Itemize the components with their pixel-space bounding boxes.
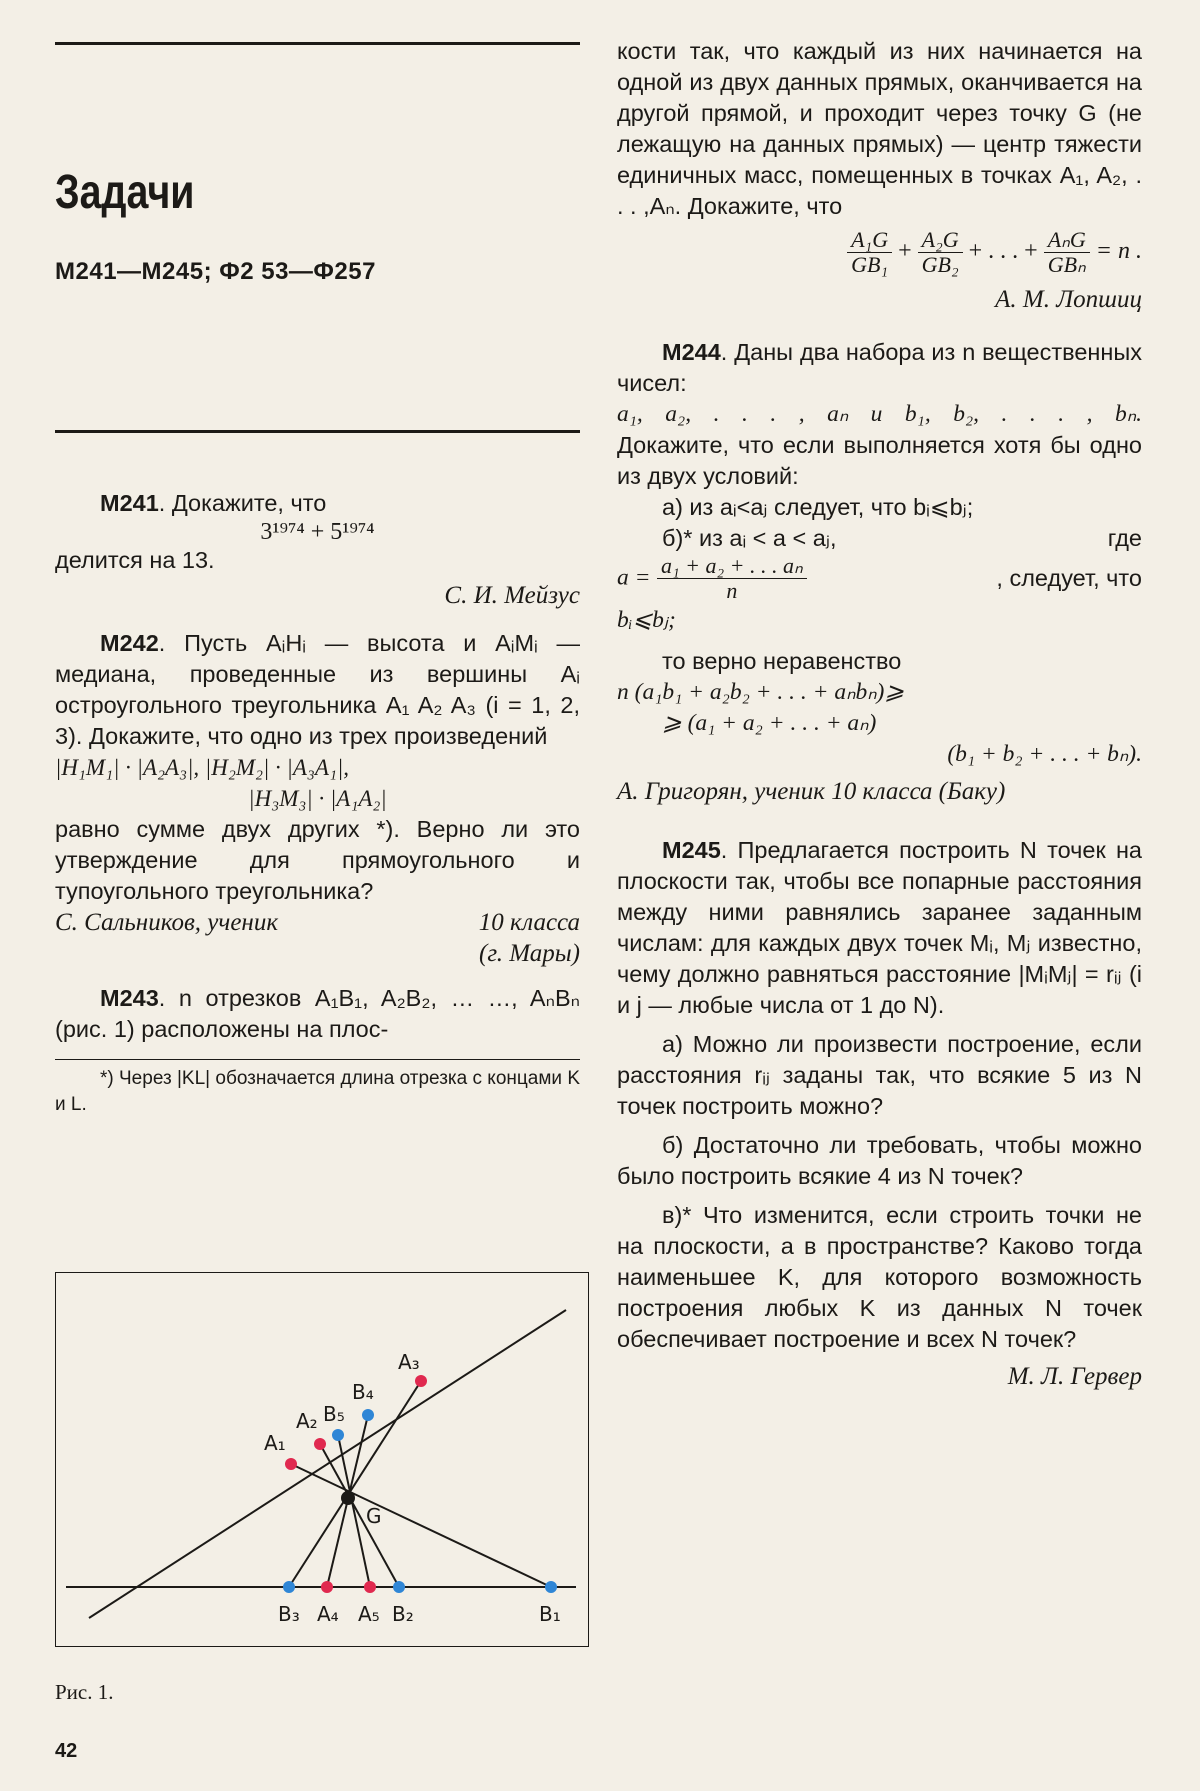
point-a3 bbox=[415, 1375, 427, 1387]
m242-formula-line1: |H₁M₁| · |A₂A₃|, |H₂M₂| · |A₃A₁|, bbox=[55, 755, 350, 780]
problem-id: М244 bbox=[662, 339, 721, 365]
header-bottom-rule bbox=[55, 430, 580, 433]
footnote: *) Через |KL| обозначается длина отрезка с концами K и L. bbox=[55, 1068, 580, 1115]
m244-inequality-1: n (a₁b₁ + a₂b₂ + . . . + aₙbₙ)⩾ bbox=[617, 679, 905, 705]
footnote-rule bbox=[55, 1059, 580, 1060]
follows-text: , следует, что bbox=[996, 565, 1142, 591]
formula-result: = n . bbox=[1095, 238, 1142, 265]
problem-id: М245 bbox=[662, 837, 721, 863]
problem-text: . Пусть AᵢHᵢ — высота и AᵢMᵢ — медиана, проведенные из вершины Aᵢ остроугольного треугольника A₁ A₂ A₃ (i = 1, 2, 3). Докажите, что одно из трех произведений bbox=[55, 630, 580, 749]
m244-text2: Докажите, что если выполняется хотя бы одно из двух условий: bbox=[617, 432, 1142, 489]
left-column bbox=[55, 488, 580, 1118]
problem-text: . Даны два набора из n вещественных чисел: bbox=[617, 339, 1142, 396]
base-line-2 bbox=[89, 1310, 566, 1618]
m244-inequality-2: ⩾ (a₁ + a₂ + . . . + aₙ) bbox=[662, 710, 877, 736]
point-a4 bbox=[321, 1581, 333, 1593]
m244-author: А. Григорян, ученик 10 класса (Баку) bbox=[617, 778, 1006, 805]
m244-condition-b-end: bᵢ⩽bⱼ; bbox=[617, 607, 676, 633]
label-a2: A₂ bbox=[296, 1409, 318, 1433]
point-a1 bbox=[285, 1458, 297, 1470]
fraction: $\frac{\text{A₂G}}{\text{GB₂}}$ bbox=[918, 228, 963, 277]
top-rule bbox=[55, 42, 580, 45]
m242-author-city: (г. Мары) bbox=[479, 940, 580, 967]
m243-continuation: кости так, что каждый из них начинается на одной из двух данных прямых, оканчивается на другой прямой, и проходит через точку G (не лежащую на данных прямых) — центр тяжести единичных масс, помещенных в точках A₁, A₂, . . . ,Aₙ. Докажите, что bbox=[617, 38, 1142, 219]
m241-author: С. И. Мейзус bbox=[444, 582, 580, 609]
problem-m244 bbox=[617, 337, 1142, 399]
point-b1 bbox=[545, 1581, 557, 1593]
author-class: 10 класса bbox=[478, 909, 580, 936]
problem-id: М243 bbox=[100, 985, 159, 1011]
m243-formula bbox=[617, 228, 1142, 277]
problem-m243-start bbox=[55, 983, 580, 1045]
point-b2 bbox=[393, 1581, 405, 1593]
problem-m241 bbox=[55, 488, 580, 519]
point-b5 bbox=[332, 1429, 344, 1441]
m244-condition-a: а) из aᵢ<aⱼ следует, что bᵢ⩽bⱼ; bbox=[662, 494, 974, 520]
m245-part-a: а) Можно ли произвести построение, если расстояния rᵢⱼ заданы так, что всякие 5 из N точек построить можно? bbox=[617, 1031, 1142, 1119]
label-b3: B₃ bbox=[278, 1602, 300, 1626]
points-blue bbox=[283, 1409, 557, 1593]
label-b5: B₅ bbox=[323, 1402, 345, 1426]
figure-1 bbox=[55, 1272, 589, 1647]
m242-author bbox=[55, 907, 580, 938]
problem-id: М241 bbox=[100, 490, 159, 516]
label-a1: A₁ bbox=[264, 1431, 286, 1455]
problem-m242 bbox=[55, 628, 580, 752]
m244-condition-b bbox=[617, 523, 1142, 554]
condition-b-text: б)* из aᵢ < a < aⱼ, bbox=[662, 525, 837, 551]
problem-m245 bbox=[617, 835, 1142, 1021]
figure-caption: Рис. 1. bbox=[55, 1680, 114, 1704]
problem-text: . Докажите, что bbox=[158, 490, 327, 516]
point-a2 bbox=[314, 1438, 326, 1450]
author-name: С. Сальников, ученик bbox=[55, 909, 279, 936]
m244-inequality-3: (b₁ + b₂ + . . . + bₙ). bbox=[947, 741, 1142, 767]
mean-def-left bbox=[617, 554, 807, 603]
right-column bbox=[617, 36, 1142, 1392]
problem-id: М242 bbox=[100, 630, 159, 656]
m244-then: то верно неравенство bbox=[662, 648, 902, 674]
label-a3: A₃ bbox=[398, 1350, 420, 1374]
ellipsis-terms: + . . . + bbox=[968, 238, 1038, 265]
label-a5: A₅ bbox=[358, 1602, 380, 1626]
m243-author: А. М. Лопшиц bbox=[995, 286, 1142, 313]
m241-formula: 3¹⁹⁷⁴ + 5¹⁹⁷⁴ bbox=[260, 519, 375, 545]
fraction: $\frac{\text{AₙG}}{\text{GBₙ}}$ bbox=[1044, 228, 1090, 277]
label-g: G bbox=[366, 1504, 382, 1528]
label-b4: B₄ bbox=[352, 1380, 374, 1404]
m245-part-c: в)* Что изменится, если строить точки не на плоскости, а в пространстве? Каково тогда наименьшее K, для которого возможность построения любых K из данных N точек обеспечивает построение и всех N точек? bbox=[617, 1202, 1142, 1352]
section-subtitle: М241—М245; Ф2 53—Ф257 bbox=[55, 258, 376, 285]
figure-svg bbox=[56, 1273, 588, 1646]
plus-sign: + bbox=[898, 238, 912, 265]
mean-var: a = bbox=[617, 564, 651, 591]
mean-fraction: $\frac{\text{a₁ + a₂ + . . . aₙ}}{n}$ bbox=[657, 554, 807, 603]
point-g bbox=[341, 1491, 355, 1505]
point-a5 bbox=[364, 1581, 376, 1593]
problem-text: . n отрезков A₁B₁, A₂B₂, … …, AₙBₙ (рис. 1) расположены на плос- bbox=[55, 985, 580, 1042]
section-title: Задачи bbox=[55, 166, 195, 219]
m242-tail: равно сумме двух других *). Верно ли это утверждение для прямоугольного и тупоугольного треугольника? bbox=[55, 816, 580, 904]
m242-formula-line2: |H₃M₃| · |A₁A₂| bbox=[248, 786, 387, 811]
problem-text: . Предлагается построить N точек на плоскости так, чтобы все попарные расстояния между ними равнялись заранее заданным числам: для каждых двух точек Mᵢ, Mⱼ известно, чему должно равняться расстояние |MᵢMⱼ| = rᵢⱼ (i и j — любые числа от 1 до N). bbox=[617, 837, 1142, 1018]
m245-part-b: б) Достаточно ли требовать, чтобы можно было построить всякие 4 из N точек? bbox=[617, 1132, 1142, 1189]
point-b3 bbox=[283, 1581, 295, 1593]
page-number: 42 bbox=[55, 1740, 78, 1762]
segment-a1b1 bbox=[291, 1464, 551, 1587]
point-b4 bbox=[362, 1409, 374, 1421]
condition-b-where: где bbox=[1107, 525, 1142, 551]
m244-mean-def bbox=[617, 554, 1142, 603]
label-b1: B₁ bbox=[539, 1602, 561, 1626]
m245-author: М. Л. Гервер bbox=[1007, 1363, 1142, 1390]
label-a4: A₄ bbox=[317, 1602, 339, 1626]
fraction: $\frac{\text{A₁G}}{\text{GB₁}}$ bbox=[847, 228, 892, 277]
label-b2: B₂ bbox=[392, 1602, 414, 1626]
m241-tail: делится на 13. bbox=[55, 547, 215, 573]
m244-sets: a₁, a₂, . . . , aₙ и b₁, b₂, . . . , bₙ. bbox=[617, 401, 1142, 427]
